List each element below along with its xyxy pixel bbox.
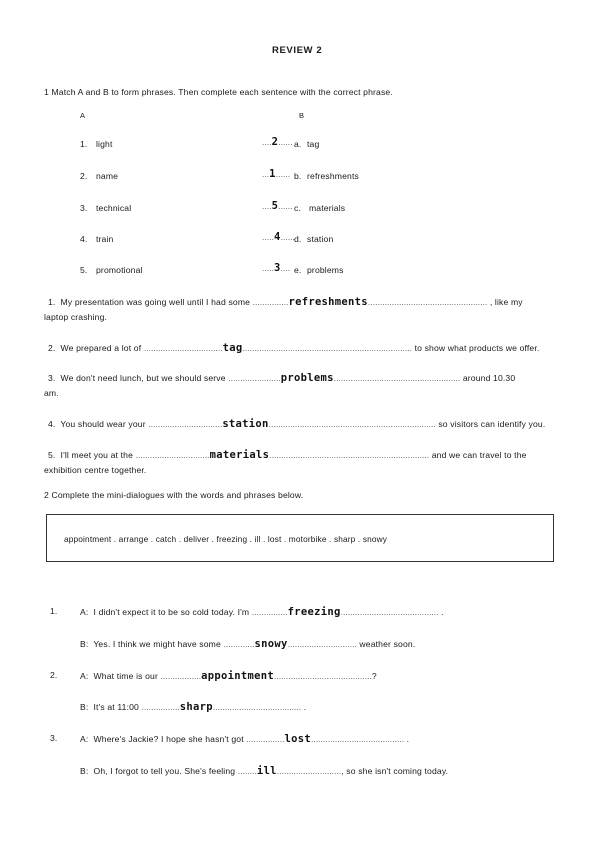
sentence-line: 5. I'll meet you at the ...............................materials................................................................... and we can travel to the [48,449,527,461]
sentence-line: 4. You should wear your ...............................station...................................................................... so visitors can identify you. [48,418,546,430]
speaker-label: B: [80,639,89,649]
dialogue-line-b: B: Yes. I think we might have some .............snowy............................. weather soon. [80,638,416,650]
handwritten-answer[interactable]: ill [256,765,277,777]
sentence-text: We prepared a lot of [60,343,142,353]
handwritten-answer: 2 [271,136,279,148]
speaker-label: A: [80,607,89,617]
handwritten-answer: 3 [273,262,281,274]
match-a-item: technical [96,203,132,213]
handwritten-answer: 4 [273,231,281,243]
dialogue-line-b: B: It's at 11:00 ................sharp..................................... . [80,701,307,713]
dialogue-text: Oh, I forgot to tell you. She's feeling [93,766,236,776]
sentence-text: I'll meet you at the [60,450,134,460]
match-number: 1. [80,139,88,149]
dialogue-text: I didn't expect it to be so cold today. I'm [93,607,250,617]
match-answer-field[interactable]: ...1...... [262,168,291,180]
sentence-text: You should wear your [60,419,146,429]
match-a-item: train [96,234,114,244]
sentence-number: 2. [48,343,56,353]
column-a-header: A [80,111,86,120]
match-letter: c. [294,203,301,213]
dialogue-line-a: A: What time is our .................appointment.........................................? [80,670,377,682]
dialogue-number: 2. [50,670,58,680]
exercise-2-instruction: 2 Complete the mini-dialogues with the words and phrases below. [44,490,304,500]
match-letter: d. [294,234,302,244]
sentence-text: to show what products we offer. [414,343,540,353]
match-b-item: refreshments [307,171,359,181]
exercise-1-instruction: 1 Match A and B to form phrases. Then complete each sentence with the correct phrase. [44,87,393,97]
column-b-header: B [299,111,305,120]
match-b-item: tag [307,139,320,149]
handwritten-answer[interactable]: problems [280,372,334,384]
handwritten-answer[interactable]: appointment [201,670,274,682]
handwritten-answer[interactable]: sharp [179,701,213,713]
match-a-item: light [96,139,113,149]
match-answer-field[interactable]: ....2...... [262,136,293,148]
sentence-text: My presentation was going well until I had some [60,297,251,307]
match-a-item: name [96,171,119,181]
match-letter: e. [294,265,302,275]
dialogue-text: . [441,607,444,617]
sentence-line: 2. We prepared a lot of .................................tag....................................................................... to show what products we offer. [48,342,540,354]
sentence-number: 1. [48,297,56,307]
speaker-label: B: [80,702,89,712]
sentence-text: around 10.30 [462,373,516,383]
sentence-line: 3. We don't need lunch, but we should serve ......................problems..................................................... around 10.30 [48,372,516,384]
handwritten-answer: 1 [269,168,276,180]
match-b-item: problems [307,265,344,275]
sentence-number: 5. [48,450,56,460]
dialogue-line-a: A: Where's Jackie? I hope she hasn't got ................lost....................................... . [80,733,410,745]
sentence-text: , like my [489,297,523,307]
match-b-item: materials [309,203,346,213]
dialogue-text: It's at 11:00 [93,702,139,712]
match-number: 3. [80,203,88,213]
sentence-number: 4. [48,419,56,429]
match-answer-field[interactable]: .....4...... [262,231,295,243]
handwritten-answer[interactable]: lost [284,733,311,745]
page-title: REVIEW 2 [272,45,323,56]
match-number: 5. [80,265,88,275]
dialogue-text: ? [371,671,377,681]
match-letter: b. [294,171,302,181]
handwritten-answer: 5 [271,200,279,212]
dialogue-text: What time is our [93,671,158,681]
match-a-item: promotional [96,265,143,275]
dialogue-number: 3. [50,733,58,743]
speaker-label: A: [80,671,89,681]
sentence-continuation: exhibition centre together. [44,465,147,475]
dialogue-line-a: A: I didn't expect it to be so cold today. I'm ...............freezing......................................... . [80,606,444,618]
match-letter: a. [294,139,302,149]
sentence-text: We don't need lunch, but we should serve [60,373,226,383]
match-number: 2. [80,171,88,181]
dialogue-text: Where's Jackie? I hope she hasn't got [93,734,244,744]
dialogue-text: . [303,702,307,712]
handwritten-answer[interactable]: snowy [254,638,288,650]
speaker-label: A: [80,734,89,744]
handwritten-answer[interactable]: materials [209,449,270,461]
match-answer-field[interactable]: ....5...... [262,200,293,212]
sentence-continuation: laptop crashing. [44,312,108,322]
handwritten-answer[interactable]: refreshments [288,296,368,308]
dialogue-number: 1. [50,606,58,616]
handwritten-answer[interactable]: freezing [287,606,341,618]
match-number: 4. [80,234,88,244]
dialogue-text: , so she isn't coming today. [341,766,449,776]
match-b-item: station [307,234,334,244]
word-list: appointment . arrange . catch . deliver . freezing . ill . lost . motorbike . sharp . snowy [64,534,388,544]
dialogue-text: weather soon. [359,639,416,649]
sentence-text: so visitors can identify you. [438,419,546,429]
speaker-label: B: [80,766,89,776]
dialogue-line-b: B: Oh, I forgot to tell you. She's feeling ........ill..........................., so she isn't coming today. [80,765,449,777]
dialogue-text: Yes. I think we might have some [93,639,221,649]
match-answer-field[interactable]: .....3.... [262,262,291,274]
sentence-continuation: am. [44,388,59,398]
handwritten-answer[interactable]: tag [222,342,243,354]
sentence-number: 3. [48,373,56,383]
sentence-text: and we can travel to the [431,450,527,460]
sentence-line: 1. My presentation was going well until I had some ...............refreshments.................................................. , like my [48,296,523,308]
word-box [46,514,554,562]
dialogue-text: . [406,734,410,744]
handwritten-answer[interactable]: station [222,418,269,430]
